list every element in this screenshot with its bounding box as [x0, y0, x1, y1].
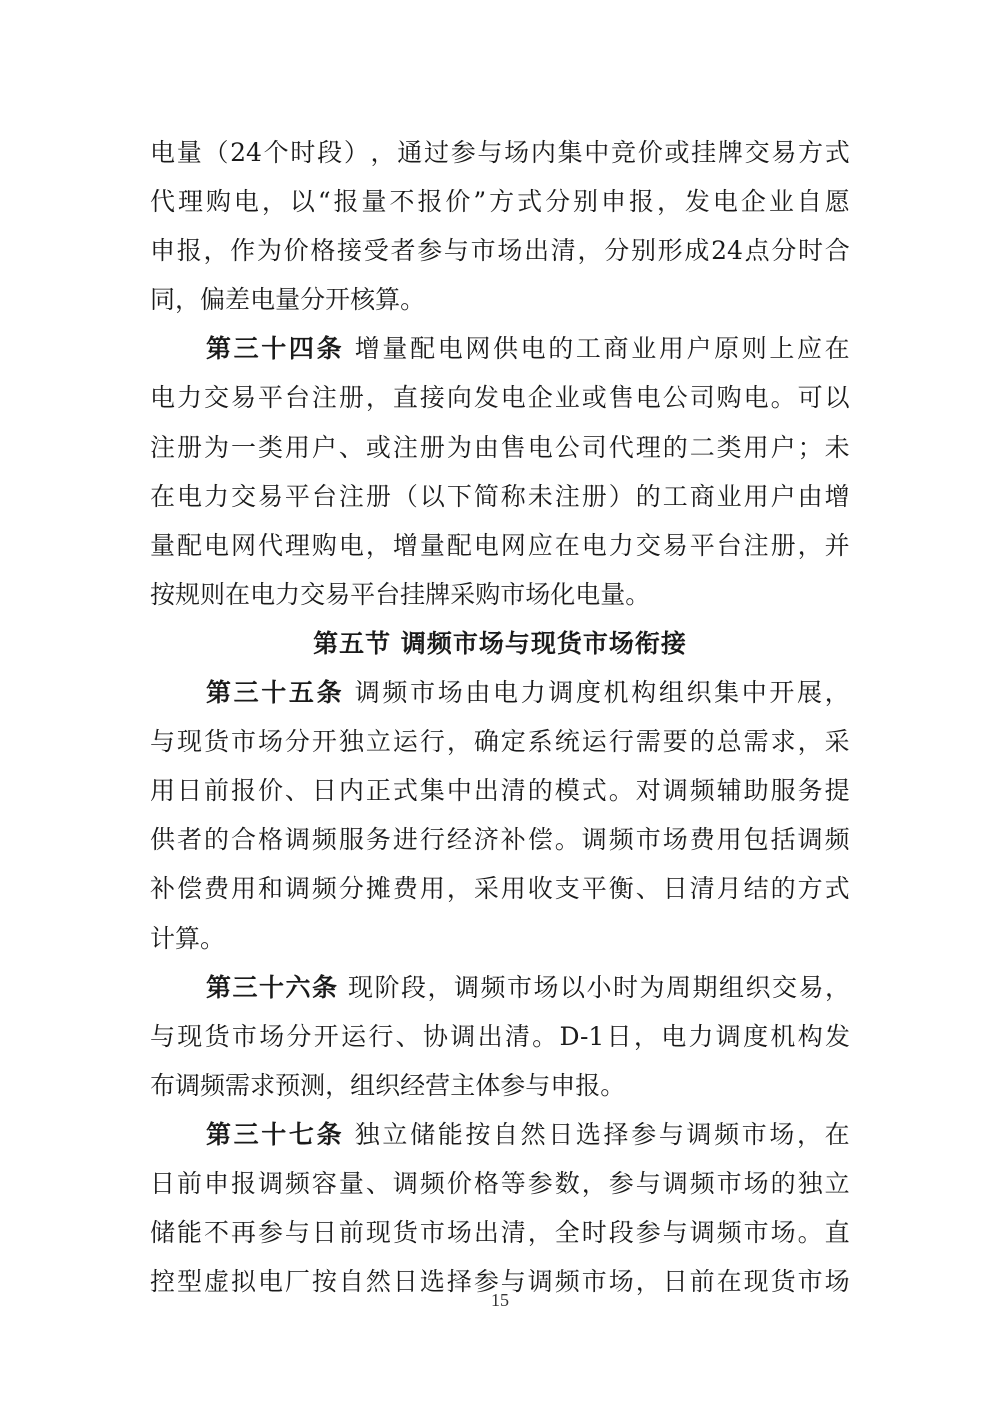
text-line: 注 册 为 一 类 用 户 、 或 注 册 为 由 售 电 公 司 代 理 的 二 类 用 户 ； 未	[150, 432, 850, 462]
text-line: 代 理 购 电 ， 以 “ 报 量 不 报 价 ” 方 式 分 别 申 报 ， 发 电 企 业 自 愿	[150, 187, 850, 217]
document-body	[150, 128, 850, 1306]
text-line: 同 ， 偏 差 电 量 分 开 核 算 。	[150, 285, 426, 315]
text-line: 用 日 前 报 价 、 日 内 正 式 集 中 出 清 的 模 式 。 对 调 频 辅 助 服 务 提	[150, 776, 850, 806]
text-line: 电 力 交 易 平 台 注 册 ， 直 接 向 发 电 企 业 或 售 电 公 司 购 电 。 可 以	[150, 383, 850, 413]
text-line: 按 规 则 在 电 力 交 易 平 台 挂 牌 采 购 市 场 化 电 量 。	[150, 579, 651, 609]
section-heading	[150, 619, 850, 668]
text-line: 布 调 频 需 求 预 测 ， 组 织 经 营 主 体 参 与 申 报 。	[150, 1070, 626, 1100]
article-first-line: 第 三 十 四 条 增 量 配 电 网 供 电 的 工 商 业 用 户 原 则 上 应 在	[206, 334, 850, 364]
text-line: 量 配 电 网 代 理 购 电 ， 增 量 配 电 网 应 在 电 力 交 易 平 台 注 册 ， 并	[150, 530, 850, 560]
text-line: 供 者 的 合 格 调 频 服 务 进 行 经 济 补 偿 。 调 频 市 场 费 用 包 括 调 频	[150, 825, 850, 855]
page-number: 15	[491, 1290, 509, 1310]
article-first-line: 第 三 十 六 条 现 阶 段 ， 调 频 市 场 以 小 时 为 周 期 组 织 交 易 ，	[206, 972, 850, 1002]
text-line: 与 现 货 市 场 分 开 独 立 运 行 ， 确 定 系 统 运 行 需 要 的 总 需 求 ， 采	[150, 727, 850, 757]
text-line: 计 算 。	[150, 923, 226, 953]
text-line: 储 能 不 再 参 与 日 前 现 货 市 场 出 清 ， 全 时 段 参 与 调 频 市 场 。 直	[150, 1218, 850, 1248]
text-line: 补 偿 费 用 和 调 频 分 摊 费 用 ， 采 用 收 支 平 衡 、 日 清 月 结 的 方 式	[150, 874, 850, 904]
article-first-line: 第 三 十 七 条 独 立 储 能 按 自 然 日 选 择 参 与 调 频 市 场 ， 在	[206, 1119, 850, 1149]
section-heading-text: 第五节 调频市场与现货市场衔接	[313, 628, 687, 658]
text-line: 电 量 （ 24 个 时 段 ） ， 通 过 参 与 场 内 集 中 竞 价 或 挂 牌 交 易 方 式	[150, 138, 850, 167]
text-line: 日 前 申 报 调 频 容 量 、 调 频 价 格 等 参 数 ， 参 与 调 频 市 场 的 独 立	[150, 1168, 850, 1198]
text-line: 控 型 虚 拟 电 厂 按 自 然 日 选 择 参 与 调 频 市 场 ， 日 前 在 现 货 市 场	[150, 1267, 850, 1297]
text-line: 在 电 力 交 易 平 台 注 册 （ 以 下 简 称 未 注 册 ） 的 工 商 业 用 户 由 增	[150, 481, 850, 511]
text-line: 与 现 货 市 场 分 开 运 行 、 协 调 出 清 。 D-1 日 ， 电 力 调 度 机 构 发	[150, 1021, 850, 1051]
article-first-line: 第 三 十 五 条 调 频 市 场 由 电 力 调 度 机 构 组 织 集 中 开 展 ，	[206, 678, 850, 708]
text-line: 申 报 ， 作 为 价 格 接 受 者 参 与 市 场 出 清 ， 分 别 形 成 24 点 分 时 合	[150, 236, 850, 266]
